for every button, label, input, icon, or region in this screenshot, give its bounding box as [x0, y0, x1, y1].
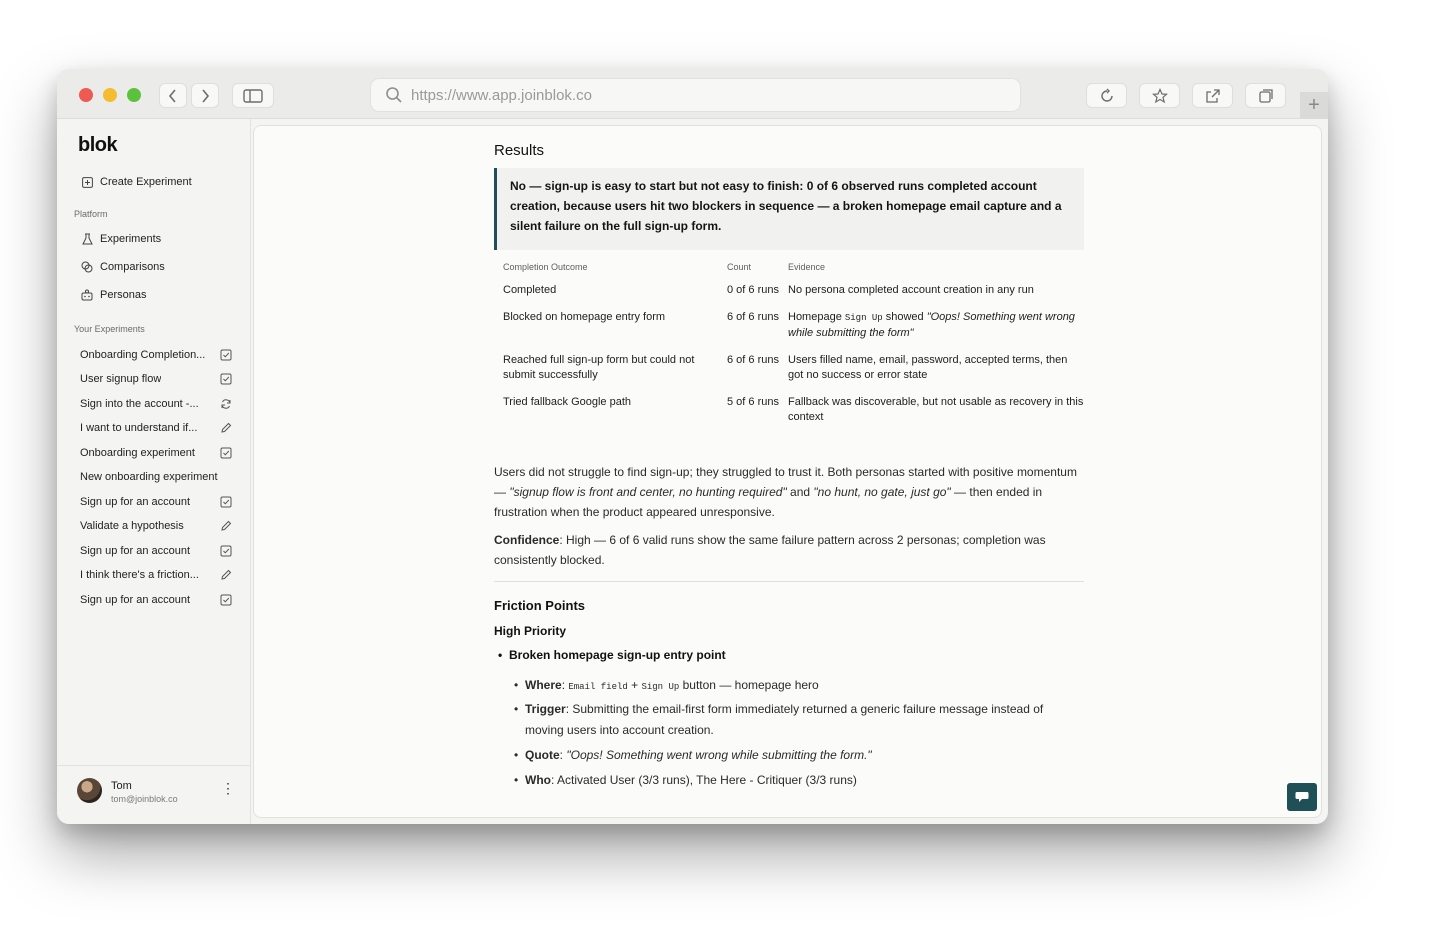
experiment-label: Validate a hypothesis: [80, 520, 184, 532]
section-divider: [494, 581, 1084, 582]
sidebar-experiment-item[interactable]: [80, 447, 232, 459]
confidence-paragraph: [494, 530, 1090, 570]
table-header-row: [494, 260, 1084, 283]
tabs-button[interactable]: [1245, 83, 1286, 108]
evidence-cell: [779, 353, 1084, 395]
count-cell: 5 of 6 runs: [727, 396, 779, 408]
trigger-text: : Submitting the email-first form immediately returned a generic failure message instead of moving users into account creation.: [525, 702, 1044, 737]
persona-quote: "no hunt, no gate, just go": [813, 485, 951, 499]
quote-label: Quote: [525, 748, 560, 762]
your-experiments-heading: Your Experiments: [74, 324, 145, 334]
friction-point-title: • Broken homepage sign-up entry point: [509, 645, 726, 666]
bookmark-button[interactable]: [1139, 83, 1180, 108]
count-cell: 6 of 6 runs: [727, 354, 779, 366]
where-item: • Where: Email field + Sign Up button — homepage hero: [525, 675, 819, 698]
experiment-label: New onboarding experiment: [80, 471, 218, 483]
persona-quote: "signup flow is front and center, no hunting required": [509, 485, 787, 499]
chevron-right-icon: [200, 89, 210, 103]
new-tab-button[interactable]: [1300, 92, 1328, 119]
insight-paragraph: [494, 462, 1090, 522]
results-summary-callout: No — sign-up is easy to start but not easy to finish: 0 of 6 observed runs completed account creation, because users hit two blockers in sequence — a broken homepage email capture and a silent failure on the full sign-up form.: [494, 168, 1084, 250]
results-heading: Results: [494, 142, 545, 159]
comparison-icon: [81, 261, 93, 273]
evidence-cell: [779, 283, 1084, 310]
sidebar-experiment-item[interactable]: [80, 569, 232, 581]
evidence-quote: "Oops! Something went wrong while submitting the form": [788, 311, 1075, 339]
sidebar-experiment-item[interactable]: [80, 422, 232, 434]
experiment-label: User signup flow: [80, 373, 162, 385]
url-text: https://www.app.joinblok.co: [411, 86, 592, 104]
column-header: Count: [727, 262, 752, 272]
flask-icon: [81, 233, 93, 245]
user-email: tom@joinblok.co: [111, 794, 178, 804]
check-square-icon: [220, 447, 232, 459]
quote-item: • Quote: "Oops! Something went wrong while submitting the form.": [525, 745, 872, 766]
confidence-label: Confidence: [494, 533, 560, 547]
sidebar-item-experiments[interactable]: [81, 233, 161, 245]
create-experiment-button[interactable]: [81, 176, 192, 188]
check-square-icon: [220, 496, 232, 508]
sidebar: [57, 119, 251, 824]
count-cell: 0 of 6 runs: [727, 284, 779, 296]
who-text: : Activated User (3/3 runs), The Here - Critiquer (3/3 runs): [551, 773, 857, 787]
minimize-window-button[interactable]: [103, 88, 117, 102]
table-row: [494, 395, 1084, 437]
table-row: [494, 353, 1084, 395]
friction-points-heading: Friction Points: [494, 598, 585, 613]
outcome-cell: Tried fallback Google path: [503, 396, 631, 408]
who-label: Who: [525, 773, 551, 787]
app-logo[interactable]: blok: [78, 134, 118, 156]
sidebar-experiment-item[interactable]: [80, 545, 232, 557]
table-row: [494, 310, 1084, 353]
code-text: Email field: [568, 682, 628, 692]
paragraph-text: Users did not struggle to find sign-up; they struggled to trust it. Both personas started with positive momentum —: [494, 465, 1077, 499]
chevron-left-icon: [168, 89, 178, 103]
check-square-icon: [220, 594, 232, 606]
persona-icon: [81, 289, 93, 301]
sidebar-item-personas[interactable]: [81, 289, 146, 301]
check-square-icon: [220, 373, 232, 385]
paragraph-text: and: [786, 485, 814, 499]
share-icon: [1205, 88, 1221, 104]
search-icon: [385, 86, 403, 104]
evidence-text: Users filled name, email, password, accepted terms, then got no success or error state: [788, 354, 1068, 381]
paragraph-text: — then ended in frustration when the product appeared unresponsive.: [494, 485, 1043, 519]
sidebar-item-comparisons[interactable]: [81, 261, 165, 273]
sidebar-experiment-item[interactable]: [80, 496, 232, 508]
sidebar-icon: [243, 89, 263, 103]
plus-text: +: [627, 678, 642, 692]
priority-heading: High Priority: [494, 624, 567, 638]
platform-heading: Platform: [74, 209, 108, 219]
sidebar-toggle-button[interactable]: [232, 83, 274, 108]
experiment-label: Sign up for an account: [80, 594, 191, 606]
share-button[interactable]: [1192, 83, 1233, 108]
sidebar-experiment-item[interactable]: [80, 349, 232, 361]
evidence-text: showed: [882, 311, 927, 323]
outcome-cell: Blocked on homepage entry form: [503, 311, 666, 323]
where-label: Where: [525, 678, 562, 692]
sidebar-experiment-item[interactable]: [80, 373, 232, 385]
code-text: Sign Up: [641, 682, 680, 692]
experiment-label: I want to understand if...: [80, 422, 198, 434]
code-text: Sign Up: [844, 313, 883, 323]
column-header: Completion Outcome: [503, 262, 588, 272]
plus-icon: +: [1308, 94, 1320, 116]
experiment-label: Sign up for an account: [80, 545, 191, 557]
outcomes-table: [494, 260, 1084, 437]
sidebar-experiment-item[interactable]: [80, 594, 232, 606]
experiment-label: Onboarding experiment: [80, 447, 195, 459]
sidebar-item-label: Personas: [100, 289, 147, 301]
pencil-icon: [220, 422, 232, 434]
table-row: [494, 283, 1084, 310]
pencil-icon: [220, 569, 232, 581]
user-profile[interactable]: [57, 765, 251, 824]
maximize-window-button[interactable]: [127, 88, 141, 102]
close-window-button[interactable]: [79, 88, 93, 102]
reload-button[interactable]: [1086, 83, 1127, 108]
browser-toolbar: [57, 69, 1328, 119]
evidence-text: No persona completed account creation in any run: [788, 284, 1034, 296]
confidence-text: : High — 6 of 6 valid runs show the same failure pattern across 2 personas; completion was consistently blocked.: [494, 533, 1046, 567]
experiment-label: Sign into the account -...: [80, 398, 199, 410]
trigger-item: [525, 699, 1085, 741]
column-header: Evidence: [788, 262, 826, 272]
refresh-icon: [220, 398, 232, 410]
check-square-icon: [220, 545, 232, 557]
pencil-icon: [220, 520, 232, 532]
plus-square-icon: [81, 176, 93, 188]
sidebar-item-label: Experiments: [100, 233, 162, 245]
sidebar-experiment-item[interactable]: [80, 471, 232, 483]
chat-button[interactable]: [1287, 783, 1317, 811]
star-icon: [1152, 88, 1168, 104]
more-vertical-icon[interactable]: ⋮: [221, 780, 235, 796]
trigger-label: Trigger: [525, 702, 566, 716]
experiment-label: Onboarding Completion...: [80, 349, 206, 361]
reload-icon: [1099, 88, 1115, 104]
where-text: button — homepage hero: [679, 678, 819, 692]
tabs-icon: [1258, 88, 1274, 104]
evidence-text: Homepage: [788, 311, 845, 323]
user-name: Tom: [111, 780, 132, 792]
outcome-cell: Reached full sign-up form but could not submit successfully: [503, 354, 695, 381]
experiment-label: Sign up for an account: [80, 496, 191, 508]
quote-text: "Oops! Something went wrong while submitting the form.": [566, 748, 872, 762]
evidence-text: Fallback was discoverable, but not usable as recovery in this context: [788, 396, 1084, 423]
check-square-icon: [220, 349, 232, 361]
sidebar-item-label: Comparisons: [100, 261, 165, 273]
forward-button[interactable]: [191, 83, 219, 108]
outcome-cell: Completed: [503, 284, 557, 296]
browser-window: [57, 69, 1328, 824]
experiment-label: I think there's a friction...: [80, 569, 199, 581]
who-item: [525, 770, 857, 791]
sidebar-experiment-item[interactable]: [80, 398, 232, 410]
evidence-cell: [779, 310, 1084, 353]
sidebar-experiment-item[interactable]: [80, 520, 232, 532]
address-bar[interactable]: [370, 78, 1021, 112]
main-content: [253, 125, 1322, 818]
avatar: [77, 778, 102, 803]
count-cell: 6 of 6 runs: [727, 311, 779, 323]
create-experiment-label: Create Experiment: [100, 176, 192, 188]
chat-icon: [1295, 791, 1309, 803]
evidence-cell: [779, 395, 1084, 437]
back-button[interactable]: [159, 83, 187, 108]
